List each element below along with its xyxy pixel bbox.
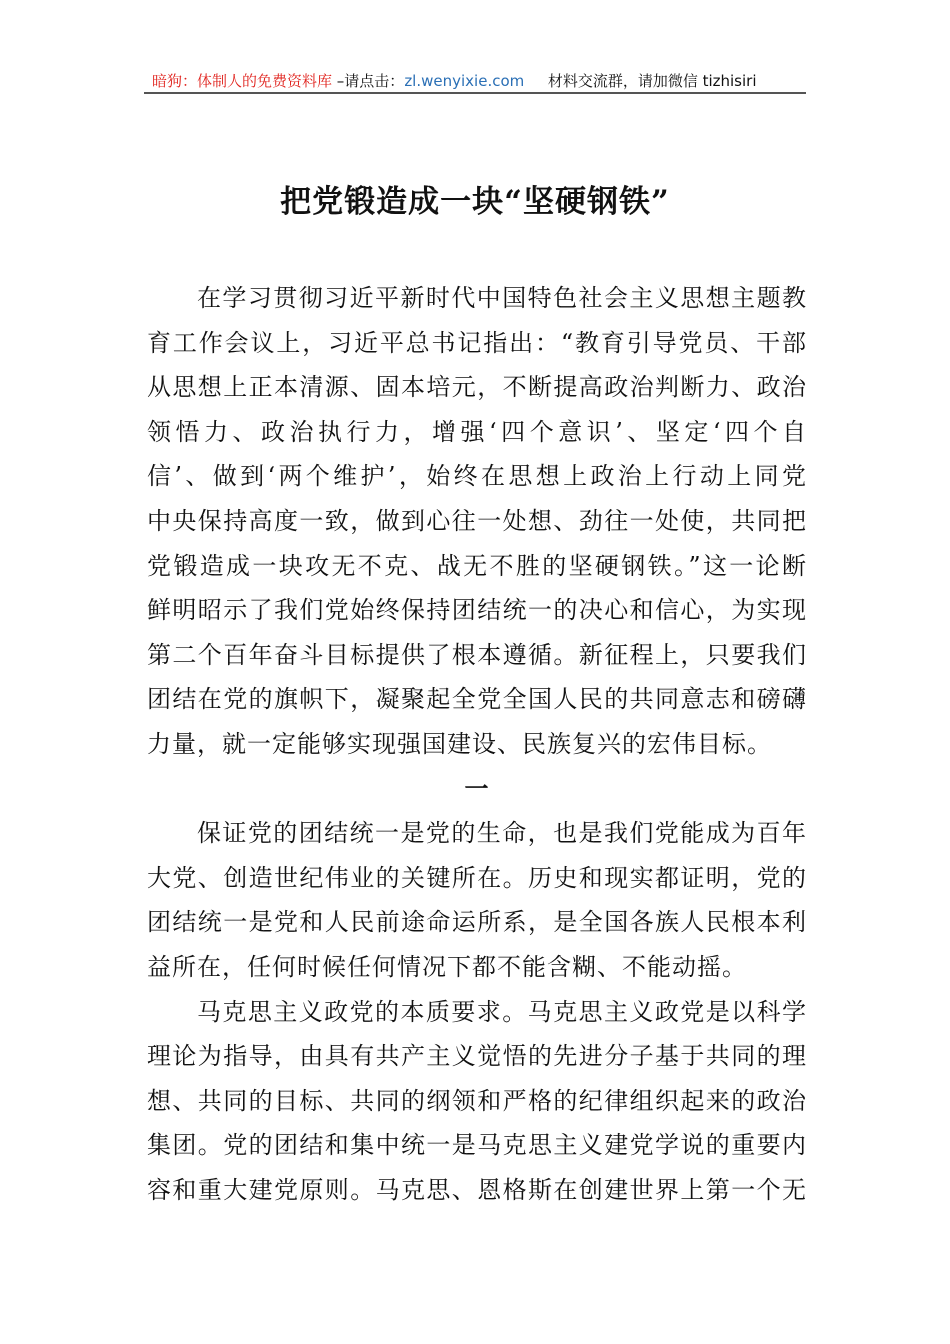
text-line: 中央保持高度一致，做到心往一处想、劲往一处使，共同把	[147, 506, 806, 535]
site-url-link[interactable]: zl.wenyixie.com	[404, 72, 525, 90]
header-divider	[144, 92, 806, 94]
text-line: 力量，就一定能够实现强国建设、民族复兴的宏伟目标。	[147, 729, 772, 758]
text-line: 容和重大建党原则。马克思、恩格斯在创建世界上第一个无	[147, 1175, 806, 1204]
page-header-banner	[152, 70, 802, 91]
text-line: 党锻造成一块攻无不克、战无不胜的坚硬钢铁。”这一论断	[147, 551, 806, 580]
text-line: 领悟力、政治执行力，增强‘四个意识’、坚定‘四个自	[147, 417, 806, 446]
text-line: 鲜明昭示了我们党始终保持团结统一的决心和信心，为实现	[147, 596, 806, 625]
section-heading: 一	[464, 773, 489, 803]
text-line: 团结在党的旗帜下，凝聚起全党全国人民的共同意志和磅礴	[147, 685, 806, 714]
text-line: 集团。党的团结和集中统一是马克思主义建党学说的重要内	[147, 1131, 806, 1160]
text-line: 益所在，任何时候任何情况下都不能含糊、不能动摇。	[147, 952, 747, 981]
text-line: 理论为指导，由具有共产主义觉悟的先进分子基于共同的理	[147, 1042, 806, 1071]
text-line: 从思想上正本清源、固本培元，不断提高政治判断力、政治	[147, 373, 806, 402]
text-line: 育工作会议上，习近平总书记指出：“教育引导党员、干部	[147, 328, 806, 357]
text-line: 想、共同的目标、共同的纲领和严格的纪律组织起来的政治	[147, 1086, 806, 1115]
site-label: 暗狗：体制人的免费资料库	[152, 72, 333, 90]
text-line: 大党、创造世纪伟业的关键所在。历史和现实都证明，党的	[147, 863, 806, 892]
text-line: 团结统一是党和人民前途命运所系，是全国各族人民根本利	[147, 908, 806, 937]
text-line: 马克思主义政党的本质要求。马克思主义政党是以科学	[197, 997, 806, 1026]
text-line: 在学习贯彻习近平新时代中国特色社会主义思想主题教	[197, 284, 806, 312]
contact-info: 材料交流群，请加微信 tizhisiri	[547, 72, 757, 90]
document-body	[147, 276, 806, 1212]
text-line: 保证党的团结统一是党的生命，也是我们党能成为百年	[197, 819, 806, 848]
document-title: 把党锻造成一块“坚硬钢铁”	[280, 184, 670, 220]
text-line: 第二个百年奋斗目标提供了根本遵循。新征程上，只要我们	[147, 640, 806, 669]
click-prompt: –请点击：	[336, 72, 405, 90]
text-line: 信’、做到‘两个维护’，始终在思想上政治上行动上同党	[147, 462, 806, 491]
